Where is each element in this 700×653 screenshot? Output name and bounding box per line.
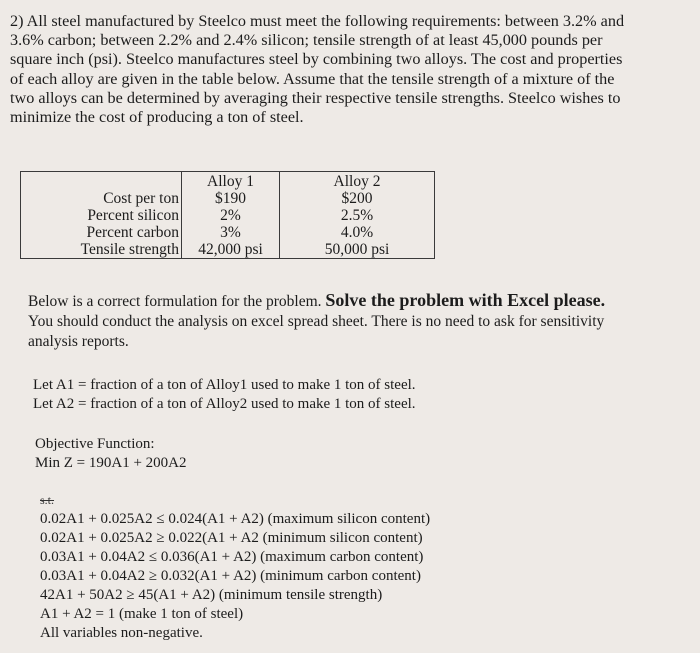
table-header-cell	[21, 172, 182, 259]
table-cell: 42,000 psi	[198, 241, 263, 258]
instructions-line-2: You should conduct the analysis on excel spread sheet. There is no need to ask for sensitivity	[28, 313, 605, 330]
constraints-block	[40, 491, 430, 643]
problem-statement	[10, 12, 695, 127]
problem-line: square inch (psi). Steelco manufactures steel by combining two alloys. The cost and properties	[10, 50, 623, 69]
constraint-line: 0.03A1 + 0.04A2 ≤ 0.036(A1 + A2) (maximum carbon content)	[40, 549, 424, 565]
constraint-line: A1 + A2 = 1 (make 1 ton of steel)	[40, 606, 244, 622]
row-label-silicon: Percent silicon	[87, 207, 179, 224]
objective-function	[35, 435, 187, 473]
table-cell: $190	[215, 190, 246, 207]
instructions-line-3: analysis reports.	[28, 333, 129, 350]
problem-line: 2) All steel manufactured by Steelco must meet the following requirements: between 3.2% and	[10, 12, 625, 30]
definition-a1: Let A1 = fraction of a ton of Alloy1 used to make 1 ton of steel.	[33, 377, 416, 393]
instructions-lead: Below is a correct formulation for the problem.	[28, 293, 322, 310]
definition-a2: Let A2 = fraction of a ton of Alloy2 used to make 1 ton of steel.	[33, 396, 416, 412]
row-label-carbon: Percent carbon	[86, 224, 179, 241]
column-header-alloy-1: Alloy 1	[207, 173, 254, 190]
objective-expression: Min Z = 190A1 + 200A2	[35, 455, 187, 471]
table-cell: 2.5%	[340, 207, 374, 224]
constraint-line: 42A1 + 50A2 ≥ 45(A1 + A2) (minimum tensile strength)	[40, 587, 383, 603]
problem-line: minimize the cost of producing a ton of steel.	[10, 108, 304, 127]
table-header-row	[21, 172, 435, 259]
table-cell: $200	[341, 190, 373, 207]
alloy-2-column	[280, 172, 435, 259]
objective-heading: Objective Function:	[35, 436, 155, 452]
instructions	[28, 290, 693, 352]
constraint-line: 0.02A1 + 0.025A2 ≥ 0.022(A1 + A2 (minimum silicon content)	[40, 530, 423, 546]
subject-to-label: s.t.	[40, 493, 55, 507]
table-cell: 3%	[220, 224, 241, 241]
instructions-emphasis: Solve the problem with Excel please.	[325, 290, 606, 310]
alloy-properties-table	[20, 171, 435, 259]
table-cell: 50,000 psi	[324, 241, 390, 258]
column-header-alloy-2: Alloy 2	[333, 173, 381, 190]
alloy-1-column	[182, 172, 280, 259]
row-label-tensile: Tensile strength	[80, 241, 179, 258]
problem-line: of each alloy are given in the table below. Assume that the tensile strength of a mixture of the	[10, 69, 615, 88]
row-label-cost: Cost per ton	[103, 190, 179, 207]
table-cell: 2%	[220, 207, 241, 224]
constraint-line: 0.03A1 + 0.04A2 ≥ 0.032(A1 + A2) (minimum carbon content)	[40, 568, 421, 584]
variable-definitions	[33, 376, 416, 414]
problem-line: 3.6% carbon; between 2.2% and 2.4% silicon; tensile strength of at least 45,000 pounds per	[10, 31, 603, 50]
constraint-line: 0.02A1 + 0.025A2 ≤ 0.024(A1 + A2) (maximum silicon content)	[40, 511, 431, 527]
instructions-line-1	[28, 290, 693, 312]
problem-line: two alloys can be determined by averaging their respective tensile strengths. Steelco wishes to	[10, 88, 621, 107]
constraint-line: All variables non-negative.	[40, 625, 203, 641]
table-cell: 4.0%	[340, 224, 374, 241]
